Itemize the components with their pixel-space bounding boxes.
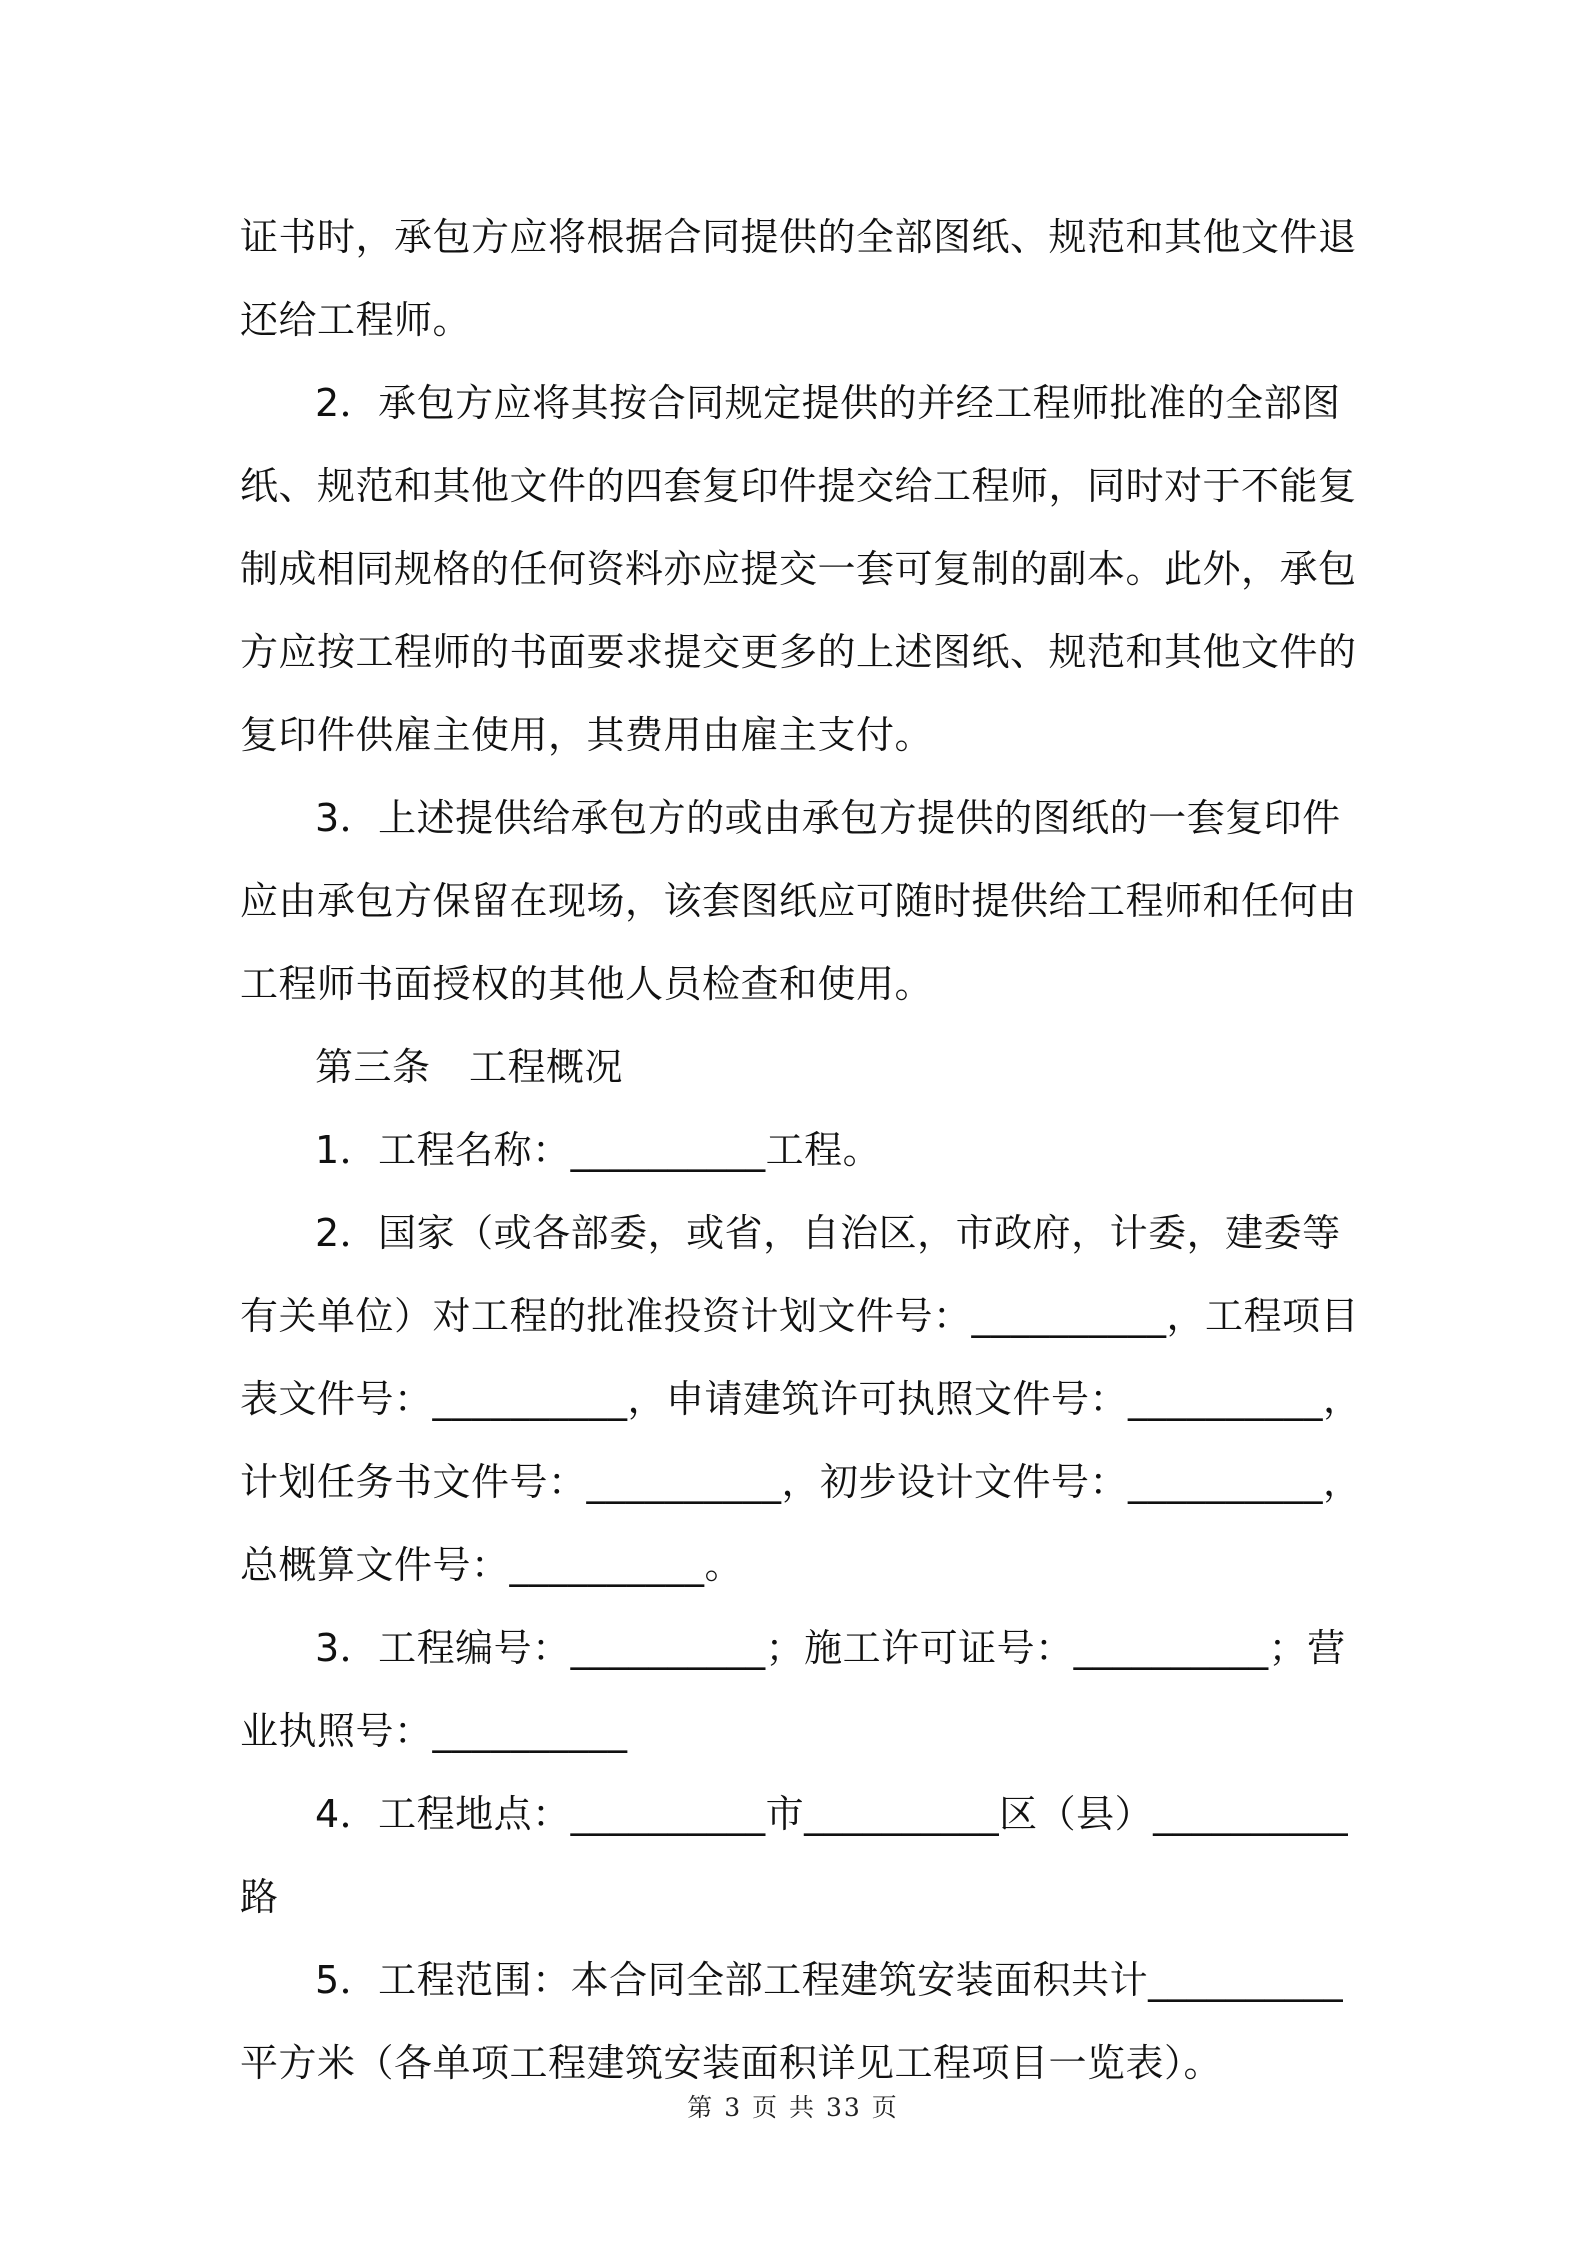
section-item-approval-documents: 2．国家（或各部委，或省，自治区，市政府，计委，建委等有关单位）对工程的批准投资计划文件号：__________，工程项目表文件号：__________，申请建筑许可执照文件号：__________，计划任务书文件号：__________，初步设计文件号：__________，总概算文件号：__________。 [240,1211,1362,1587]
document-body [240,196,1364,2105]
section-item-project-name: 1．工程名称：__________工程。 [315,1128,882,1172]
paragraph-item-3: 3．上述提供给承包方的或由承包方提供的图纸的一套复印件应由承包方保留在现场，该套图纸应可随时提供给工程师和任何由工程师书面授权的其他人员检查和使用。 [240,796,1357,1006]
section-item-project-scope: 5．工程范围：本合同全部工程建筑安装面积共计__________平方米（各单项工程建筑安装面积详见工程项目一览表）。 [240,1958,1344,2085]
section-item-project-location: 4．工程地点：__________市__________区（县）__________路 [240,1792,1349,1919]
paragraph-item-2: 2．承包方应将其按合同规定提供的并经工程师批准的全部图纸、规范和其他文件的四套复印件提交给工程师，同时对于不能复制成相同规格的任何资料亦应提交一套可复制的副本。此外，承包方应按工程师的书面要求提交更多的上述图纸、规范和其他文件的复印件供雇主使用，其费用由雇主支付。 [240,381,1357,757]
section-heading: 第三条 工程概况 [315,1045,624,1089]
section-item-project-numbers: 3．工程编号：__________；施工许可证号：__________；营业执照号：__________ [240,1626,1346,1753]
page-number-footer: 第 3 页 共 33 页 [687,2093,899,2122]
paragraph-continuation: 证书时，承包方应将根据合同提供的全部图纸、规范和其他文件退还给工程师。 [240,215,1357,342]
